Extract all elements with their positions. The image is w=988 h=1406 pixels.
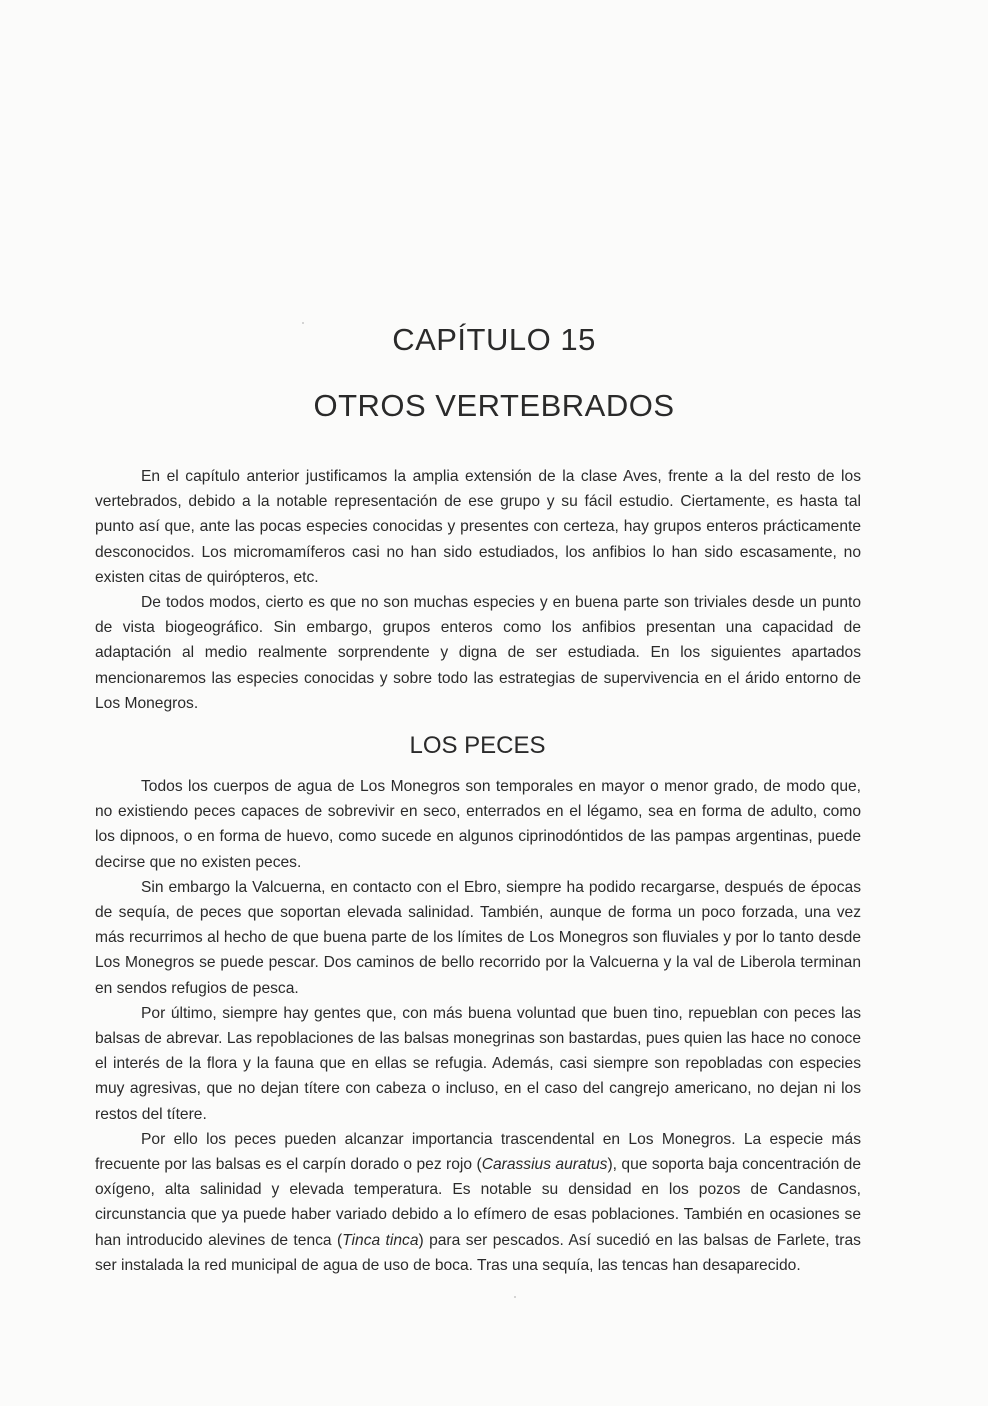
chapter-number: CAPÍTULO 15 xyxy=(392,322,596,357)
scan-speck xyxy=(302,322,304,324)
paragraph-text: ), que soporta baja concentración de oxígeno, alta salinidad y elevada temperatura. Es notable su densidad en los pozos de Candasnos, circunstancia que ya puede haber variado debido a lo efímero de esas poblaciones. También en ocasiones se han introducido alevines de tenca ( xyxy=(95,1156,862,1249)
chapter-title: OTROS VERTEBRADOS xyxy=(313,388,675,423)
section-paragraph: Por último, siempre hay gentes que, con más buena voluntad que buen tino, repueblan con peces las balsas de abrevar. Las repoblaciones de las balsas monegrinas son bastardas, pues quien las hace no conoce el interés de la flora y la fauna que en ellas se refugia. Además, casi siempre son repobladas con especies muy agresivas, que no dejan títere con cabeza o incluso, en el caso del cangrejo americano, no dejan ni los restos del títere. xyxy=(95,1004,861,1123)
scan-speck xyxy=(514,1296,516,1298)
section-paragraph: Sin embargo la Valcuerna, en contacto con el Ebro, siempre ha podido recargarse, después de épocas de sequía, de peces que soportan elevada salinidad. También, aunque de forma un poco forzada, una vez más recurrimos al hecho de que buena parte de los límites de Los Monegros son fluviales y por lo tanto desde Los Monegros se puede pescar. Dos caminos de bello recorrido por la Valcuerna y la val de Liberola terminan en sendos refugios de pesca. xyxy=(95,878,861,997)
intro-paragraph: En el capítulo anterior justificamos la amplia extensión de la clase Aves, frente a la del resto de los vertebrados, debido a la notable representación de ese grupo y su fácil estudio. Ciertamente, es hasta tal punto así que, ante las pocas especies conocidas y presentes con certeza, hay grupos enteros prácticamente desconocidos. Los micromamíferos casi no han sido estudiados, los anfibios lo han sido escasamente, no existen citas de quirópteros, etc. xyxy=(95,468,861,586)
section-body xyxy=(95,774,861,1278)
paragraph-text: ) para ser pescados. Así sucedió en las balsas de Farlete, tras ser instalada la red municipal de agua de uso de boca. Tras una sequía, las tencas han desaparecido. xyxy=(95,1231,861,1274)
section-paragraph: Todos los cuerpos de agua de Los Monegros son temporales en mayor o menor grado, de modo que, no existiendo peces capaces de sobrevivir en seco, enterrados en el légamo, sea en forma de adulto, como los dipnoos, o en forma de huevo, como sucede en algunos ciprinodóntidos de las pampas argentinas, puede decirse que no existen peces. xyxy=(95,778,861,871)
paragraph-text: Por ello los peces pueden alcanzar importancia trascendental en Los Monegros. La especie más frecuente por las balsas es el carpín dorado o pez rojo ( xyxy=(95,1130,861,1174)
section-paragraph xyxy=(95,1127,861,1278)
species-name: Carassius auratus xyxy=(481,1156,608,1174)
intro-paragraph: De todos modos, cierto es que no son muchas especies y en buena parte son triviales desde un punto de vista biogeográfico. Sin embargo, grupos enteros como los anfibios presentan una capacidad de adaptación al medio realmente sorprendente y digna de ser estudiada. En los siguientes apartados mencionaremos las especies conocidas y sobre todo las estrategias de supervivencia en el árido entorno de Los Monegros. xyxy=(95,594,861,712)
species-name: Tinca tinca xyxy=(342,1231,419,1249)
section-title: LOS PECES xyxy=(409,732,546,759)
intro-text xyxy=(95,464,861,716)
